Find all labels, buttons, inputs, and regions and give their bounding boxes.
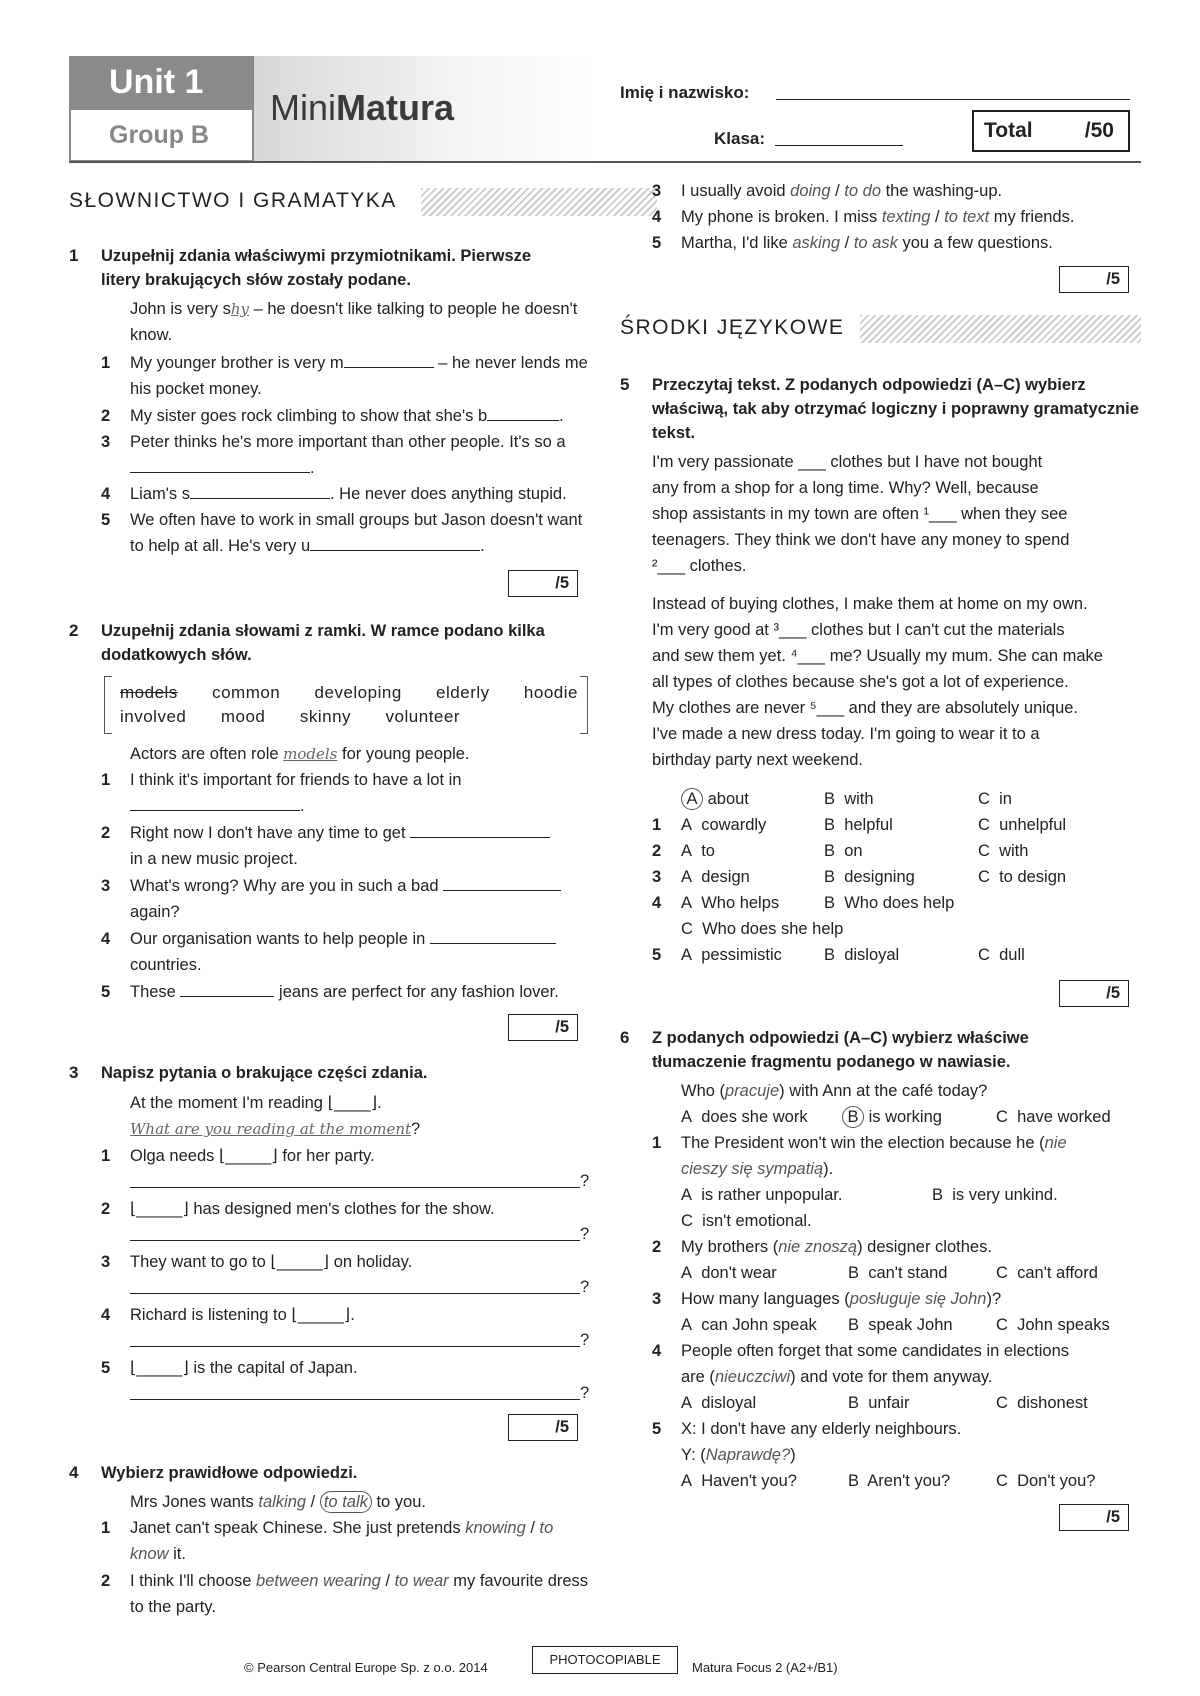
- ex1-item-2: My sister goes rock climbing to show that she's b .: [130, 403, 600, 429]
- score-box: /5: [1059, 1504, 1129, 1531]
- item-number: 2: [652, 1238, 662, 1256]
- item-number: 4: [652, 894, 662, 912]
- ex2-item-4: Our organisation wants to help people in countries.: [130, 926, 600, 978]
- exercise-number: 6: [620, 1028, 630, 1047]
- option-a[interactable]: A pessimistic: [681, 946, 782, 964]
- option-a[interactable]: A don't wear: [681, 1264, 777, 1282]
- option-b-selected[interactable]: B is working: [842, 1104, 942, 1130]
- ex3-item-1: Olga needs ⌊_____⌋ for her party.: [130, 1147, 375, 1165]
- option-c[interactable]: C isn't emotional.: [681, 1212, 812, 1230]
- option-c[interactable]: C dull: [978, 946, 1025, 964]
- option-c[interactable]: C can't afford: [996, 1264, 1098, 1282]
- option-2[interactable]: to know: [130, 1519, 554, 1563]
- option-a[interactable]: A is rather unpopular.: [681, 1186, 843, 1204]
- word-item: volunteer: [385, 707, 460, 726]
- option-2[interactable]: to do: [844, 182, 881, 200]
- option-a[interactable]: A cowardly: [681, 816, 767, 834]
- exercise-instruction: Uzupełnij zdania słowami z ramki. W ramce podano kilka dodatkowych słów.: [101, 622, 545, 664]
- item-number: 3: [652, 868, 662, 886]
- option-a[interactable]: A Haven't you?: [681, 1472, 797, 1490]
- option-2[interactable]: to wear: [394, 1572, 449, 1590]
- item-number: 3: [652, 1290, 662, 1308]
- option-2[interactable]: to text: [944, 208, 990, 226]
- example-sentence: John is very shy – he doesn't like talking to people he doesn't know.: [130, 300, 578, 344]
- option-1[interactable]: texting: [881, 208, 931, 226]
- reading-paragraph-1: I'm very passionate ___ clothes but I have not bought any from a shop for a long time. Why? Well, because shop assistants in my town are often ¹___ when they see teenagers. They think we don't have any money to spend ²___ clothes.: [652, 453, 1070, 575]
- option-b[interactable]: B on: [824, 842, 863, 860]
- answer-blank[interactable]: [310, 533, 480, 551]
- class-label: Klasa:: [714, 129, 766, 148]
- exercise-number: 4: [69, 1463, 79, 1482]
- header-divider: [69, 161, 1141, 163]
- exercise-number: 5: [620, 375, 630, 394]
- ex1-item-3: Peter thinks he's more important than other people. It's so a.: [130, 433, 566, 477]
- answer-blank[interactable]: [130, 455, 310, 473]
- option-c[interactable]: C Who does she help: [681, 920, 844, 938]
- item-number: 3: [101, 1253, 111, 1271]
- option-c[interactable]: C unhelpful: [978, 816, 1067, 834]
- ex4-item-1: Janet can't speak Chinese. She just pretends knowing / to know it.: [130, 1519, 554, 1563]
- option-a[interactable]: A can John speak: [681, 1316, 817, 1334]
- option-b[interactable]: B with: [824, 790, 874, 808]
- item-number: 2: [101, 407, 111, 425]
- option-a[interactable]: A to: [681, 842, 715, 860]
- exercise-instruction: Napisz pytania o brakujące części zdania.: [101, 1064, 428, 1082]
- option-a[interactable]: A does she work: [681, 1108, 808, 1126]
- question-mark: ?: [580, 1172, 590, 1190]
- example-answer: What are you reading at the moment?: [130, 1120, 421, 1138]
- score-box: /5: [1059, 980, 1129, 1007]
- example-sentence: Mrs Jones wants talking / to talk to you.: [130, 1493, 426, 1511]
- word-row-1: [120, 680, 578, 706]
- item-number: 1: [652, 1134, 662, 1152]
- section-heading-language: ŚRODKI JĘZYKOWE: [620, 311, 1141, 345]
- ex6-item-3: How many languages (posługuje się John)?: [681, 1290, 1002, 1308]
- example-sentence: Who (pracuje) with Ann at the café today?: [681, 1082, 988, 1100]
- score-box: /5: [1059, 266, 1129, 293]
- item-number: 5: [652, 1420, 662, 1438]
- option-c[interactable]: C in: [978, 790, 1012, 808]
- item-number: 2: [101, 1200, 111, 1218]
- item-number: 4: [101, 930, 111, 948]
- answer-blank[interactable]: [443, 873, 561, 891]
- option-c[interactable]: C with: [978, 842, 1029, 860]
- photocopiable-badge: PHOTOCOPIABLE: [532, 1646, 678, 1674]
- option-row-example: A about: [681, 786, 749, 812]
- option-1[interactable]: knowing: [465, 1519, 526, 1537]
- word-box: [104, 676, 588, 734]
- exercise-number: 1: [69, 246, 79, 265]
- word-item: models: [120, 683, 178, 702]
- example-sentence: Actors are often role models for young people.: [130, 745, 470, 763]
- item-number: 5: [652, 234, 662, 252]
- ex6-item-1: The President won't win the election because he (nie: [681, 1134, 1067, 1152]
- ex4-item-3: I usually avoid doing / to do the washing-up.: [681, 182, 1003, 200]
- item-number: 2: [101, 1572, 111, 1590]
- exercise-instruction: Przeczytaj tekst. Z podanych odpowiedzi (A–C) wybierz właściwą, tak aby otrzymać logiczny i poprawny gramatycznie tekst.: [652, 376, 1139, 442]
- ex4-item-2: I think I'll choose between wearing / to wear my favourite dress to the party.: [130, 1572, 589, 1616]
- ex6-item-4: People often forget that some candidates in elections: [681, 1342, 1069, 1360]
- group-label: Group B: [69, 110, 254, 162]
- option-b[interactable]: B Aren't you?: [848, 1472, 951, 1490]
- example-sentence: At the moment I'm reading ⌊____⌋.: [130, 1094, 382, 1112]
- word-item: mood: [220, 707, 266, 726]
- item-number: 4: [101, 485, 111, 503]
- answer-line[interactable]: [130, 1170, 580, 1188]
- class-field[interactable]: [775, 128, 903, 146]
- answer-blank[interactable]: [130, 793, 300, 811]
- answer-line[interactable]: [130, 1382, 580, 1400]
- item-number: 1: [101, 1147, 111, 1165]
- exercise-number: 2: [69, 621, 79, 640]
- exercise-number: 3: [69, 1063, 79, 1082]
- answer-blank[interactable]: [190, 481, 330, 499]
- name-field[interactable]: [776, 82, 1130, 100]
- option-c[interactable]: C to design: [978, 868, 1067, 886]
- ex6-item-5-cont: Y: (Naprawdę?): [681, 1446, 796, 1464]
- question-mark: ?: [580, 1225, 590, 1243]
- word-item: developing: [314, 683, 402, 702]
- option-c[interactable]: C dishonest: [996, 1394, 1088, 1412]
- item-number: 1: [101, 771, 111, 789]
- option-c[interactable]: C have worked: [996, 1108, 1111, 1126]
- answer-blank[interactable]: [180, 979, 274, 997]
- name-label: Imię i nazwisko:: [620, 83, 750, 102]
- question-mark: ?: [580, 1331, 590, 1349]
- item-number: 1: [652, 816, 662, 834]
- exercise-instruction: Uzupełnij zdania właściwymi przymiotnikami. Pierwsze litery brakujących słów zostały podane.: [101, 247, 532, 289]
- option-a[interactable]: A Who helps: [681, 894, 780, 912]
- option-a[interactable]: A design: [681, 868, 750, 886]
- section-stripe: [421, 188, 657, 216]
- ex2-item-2: Right now I don't have any time to get in a new music project.: [130, 820, 600, 872]
- item-number: 5: [652, 946, 662, 964]
- item-number: 4: [652, 208, 662, 226]
- ex3-item-4: Richard is listening to ⌊_____⌋.: [130, 1306, 355, 1324]
- item-number: 3: [652, 182, 662, 200]
- footer-book-title: Matura Focus 2 (A2+/B1): [692, 1660, 838, 1675]
- item-number: 5: [101, 1359, 111, 1377]
- option-b[interactable]: B is very unkind.: [932, 1186, 1058, 1204]
- item-number: 5: [101, 511, 111, 529]
- answer-line[interactable]: [130, 1223, 580, 1241]
- ex6-item-1-cont: cieszy się sympatią).: [681, 1160, 834, 1178]
- word-item: involved: [120, 707, 187, 726]
- question-mark: ?: [580, 1278, 590, 1296]
- answer-blank[interactable]: [430, 926, 556, 944]
- section-heading-vocab: SŁOWNICTWO I GRAMATYKA: [69, 184, 587, 218]
- answer-blank[interactable]: [344, 350, 434, 368]
- item-number: 1: [101, 354, 111, 372]
- question-mark: ?: [580, 1384, 590, 1402]
- answer-line[interactable]: [130, 1329, 580, 1347]
- option-b[interactable]: B can't stand: [848, 1264, 948, 1282]
- unit-label: Unit 1: [69, 56, 254, 110]
- option-c[interactable]: C John speaks: [996, 1316, 1110, 1334]
- option-b[interactable]: B designing: [824, 868, 915, 886]
- item-number: 4: [101, 1306, 111, 1324]
- word-item: common: [212, 683, 281, 702]
- option-b[interactable]: B disloyal: [824, 946, 900, 964]
- answer-blank[interactable]: [410, 820, 550, 838]
- option-b[interactable]: B Who does help: [824, 894, 955, 912]
- item-number: 5: [101, 983, 111, 1001]
- bracket-left: [104, 676, 112, 734]
- ex2-item-5: These jeans are perfect for any fashion lover.: [130, 979, 600, 1005]
- ex2-item-1: I think it's important for friends to have a lot in .: [130, 771, 462, 815]
- footer-copyright: © Pearson Central Europe Sp. z o.o. 2014: [244, 1660, 488, 1675]
- unit-box: [69, 56, 254, 162]
- ex1-item-5: We often have to work in small groups but Jason doesn't want to help at all. He's very u .: [130, 511, 583, 555]
- ex3-item-5: ⌊_____⌋ is the capital of Japan.: [130, 1359, 358, 1377]
- bracket-right: [580, 676, 588, 734]
- option-2[interactable]: to ask: [853, 234, 898, 252]
- ex1-item-4: Liam's s . He never does anything stupid.: [130, 481, 600, 507]
- score-box: /5: [508, 1414, 578, 1441]
- option-1[interactable]: between wearing: [256, 1572, 381, 1590]
- page-title: MiniMatura: [270, 87, 455, 128]
- ex6-item-5: X: I don't have any elderly neighbours.: [681, 1420, 962, 1438]
- option-c[interactable]: C Don't you?: [996, 1472, 1096, 1490]
- word-row-2: [120, 704, 460, 730]
- item-number: 2: [101, 824, 111, 842]
- section-stripe: [860, 315, 1141, 343]
- option-a[interactable]: A disloyal: [681, 1394, 757, 1412]
- item-number: 2: [652, 842, 662, 860]
- option-b[interactable]: B speak John: [848, 1316, 953, 1334]
- ex4-item-5: Martha, I'd like asking / to ask you a few questions.: [681, 234, 1053, 252]
- score-box: /5: [508, 570, 578, 597]
- ex1-item-1: My younger brother is very m – he never lends me his pocket money.: [130, 350, 590, 402]
- option-b[interactable]: B unfair: [848, 1394, 910, 1412]
- ex4-item-4: My phone is broken. I miss texting / to text my friends.: [681, 208, 1075, 226]
- word-item: skinny: [299, 707, 352, 726]
- option-1[interactable]: asking: [792, 234, 841, 252]
- total-score-box: Total /50: [972, 110, 1130, 152]
- score-box: /5: [508, 1014, 578, 1041]
- exercise-instruction: Wybierz prawidłowe odpowiedzi.: [101, 1464, 358, 1482]
- item-number: 4: [652, 1342, 662, 1360]
- item-number: 3: [101, 877, 111, 895]
- answer-line[interactable]: [130, 1276, 580, 1294]
- item-number: 1: [101, 1519, 111, 1537]
- word-item: hoodie: [523, 683, 578, 702]
- ex3-item-3: They want to go to ⌊_____⌋ on holiday.: [130, 1253, 413, 1271]
- ex3-item-2: ⌊_____⌋ has designed men's clothes for the show.: [130, 1200, 495, 1218]
- ex2-item-3: What's wrong? Why are you in such a bad again?: [130, 873, 600, 925]
- reading-paragraph-2: Instead of buying clothes, I make them at home on my own. I'm very good at ³___ clothes but I can't cut the materials and sew them yet. ⁴___ me? Usually my mum. She can make all types of clothes because she's got a lot of experience. My clothes are never ⁵___ and they are absolutely unique. I've made a new dress today. I'm going to wear it to a birthday party next weekend.: [652, 595, 1103, 769]
- option-b[interactable]: B helpful: [824, 816, 893, 834]
- word-item: elderly: [436, 683, 490, 702]
- item-number: 3: [101, 433, 111, 451]
- answer-blank[interactable]: [487, 403, 559, 421]
- option-1[interactable]: doing: [790, 182, 831, 200]
- ex6-item-2: My brothers (nie znoszą) designer clothes.: [681, 1238, 992, 1256]
- ex6-item-4-cont: are (nieuczciwi) and vote for them anyway.: [681, 1368, 993, 1386]
- exercise-instruction: Z podanych odpowiedzi (A–C) wybierz właściwe tłumaczenie fragmentu podanego w nawiasie.: [652, 1029, 1029, 1071]
